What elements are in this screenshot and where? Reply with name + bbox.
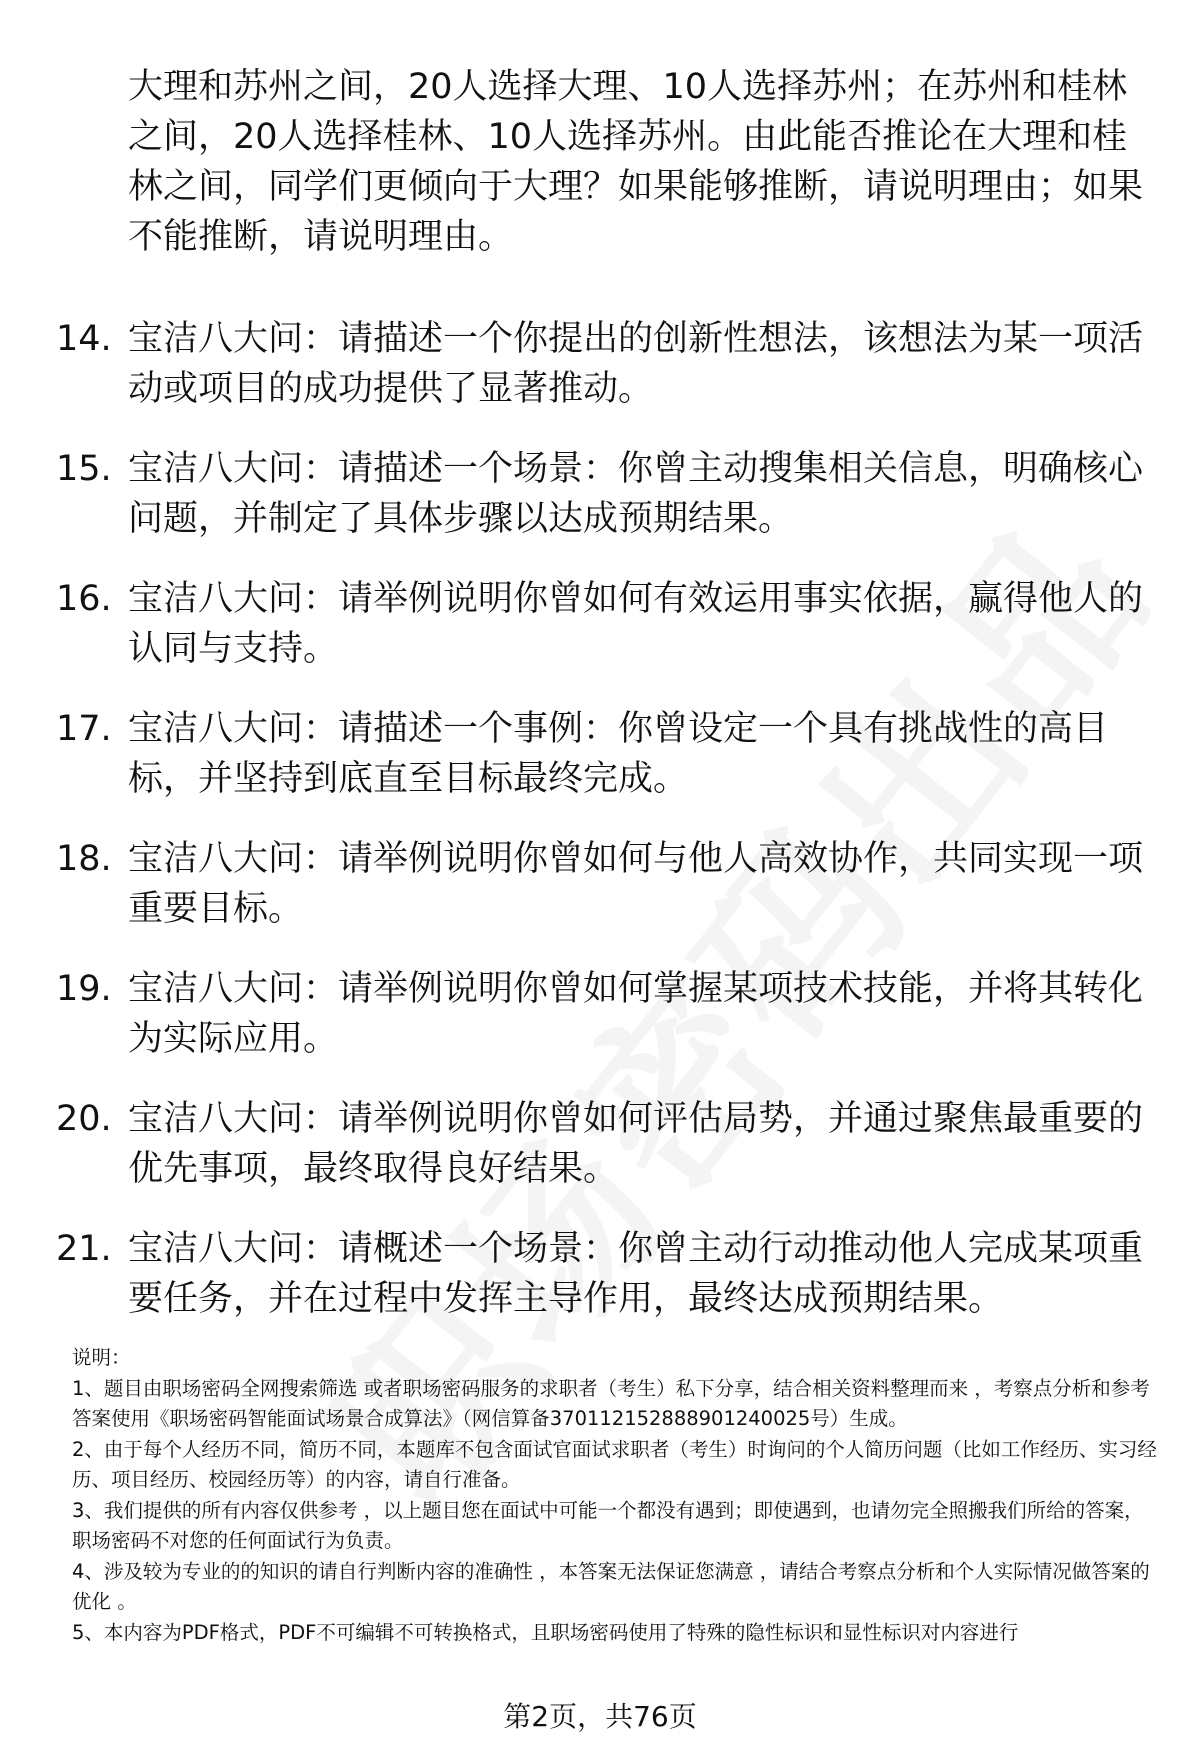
question-text: 宝洁八大问：请举例说明你曾如何与他人高效协作，共同实现一项重要目标。 — [128, 839, 1144, 929]
question-number: 16. — [56, 579, 112, 619]
question-text: 宝洁八大问：请概述一个场景：你曾主动行动推动他人完成某项重要任务，并在过程中发挥主导作用，最终达成预期结果。 — [128, 1229, 1144, 1319]
note-item: 4、涉及较为专业的的知识的请自行判断内容的准确性 ，本答案无法保证您满意 ，请结合考察点分析和个人实际情况做答案的优化 。 — [72, 1559, 1150, 1613]
notes-section — [72, 1343, 1162, 1648]
notes-title: 说明： — [72, 1346, 131, 1369]
question-item — [56, 964, 1166, 1064]
question-text: 宝洁八大问：请描述一个你提出的创新性想法，该想法为某一项活动或项目的成功提供了显著推动。 — [128, 319, 1144, 409]
question-text: 宝洁八大问：请举例说明你曾如何掌握某项技术技能，并将其转化为实际应用。 — [128, 969, 1144, 1059]
page-indicator: 第2页，共76页 — [503, 1700, 697, 1733]
question-number: 14. — [56, 319, 112, 359]
question-text: 宝洁八大问：请描述一个场景：你曾主动搜集相关信息，明确核心问题，并制定了具体步骤以达成预期结果。 — [128, 449, 1144, 539]
note-item: 3、我们提供的所有内容仅供参考 ，以上题目您在面试中可能一个都没有遇到；即使遇到，也请勿完全照搬我们所给的答案，职场密码不对您的任何面试行为负责。 — [72, 1498, 1144, 1552]
question-item — [56, 1094, 1166, 1194]
continued-question-text: 大理和苏州之间，20人选择大理、10人选择苏州；在苏州和桂林之间，20人选择桂林、10人选择苏州。由此能否推论在大理和桂林之间，同学们更倾向于大理？如果能够推断，请说明理由；如果不能推断，请说明理由。 — [128, 67, 1144, 257]
question-item — [56, 574, 1166, 674]
question-number: 17. — [56, 709, 112, 749]
note-item: 2、由于每个人经历不同，简历不同，本题库不包含面试官面试求职者（考生）时询问的个人简历问题（比如工作经历、实习经历、项目经历、校园经历等）的内容，请自行准备。 — [72, 1437, 1157, 1491]
question-number: 21. — [56, 1229, 112, 1269]
note-item: 5、本内容为PDF格式，PDF不可编辑不可转换格式，且职场密码使用了特殊的隐性标识和显性标识对内容进行 — [72, 1620, 1019, 1644]
question-item — [56, 704, 1166, 804]
question-number: 18. — [56, 839, 112, 879]
question-text: 宝洁八大问：请描述一个事例：你曾设定一个具有挑战性的高目标，并坚持到底直至目标最终完成。 — [128, 709, 1109, 799]
question-number: 19. — [56, 969, 112, 1009]
question-number: 20. — [56, 1099, 112, 1139]
question-item — [56, 834, 1166, 934]
note-item: 1、题目由职场密码全网搜索筛选 或者职场密码服务的求职者（考生）私下分享，结合相关资料整理而来 ，考察点分析和参考答案使用《职场密码智能面试场景合成算法》（网信算备370112152888901240025号）生成。 — [72, 1376, 1150, 1430]
question-text: 宝洁八大问：请举例说明你曾如何评估局势，并通过聚焦最重要的优先事项，最终取得良好结果。 — [128, 1099, 1144, 1189]
question-text: 宝洁八大问：请举例说明你曾如何有效运用事实依据，赢得他人的认同与支持。 — [128, 579, 1144, 669]
question-number: 15. — [56, 449, 112, 489]
question-item — [56, 314, 1166, 414]
question-item — [56, 444, 1166, 544]
question-item — [56, 1224, 1166, 1324]
